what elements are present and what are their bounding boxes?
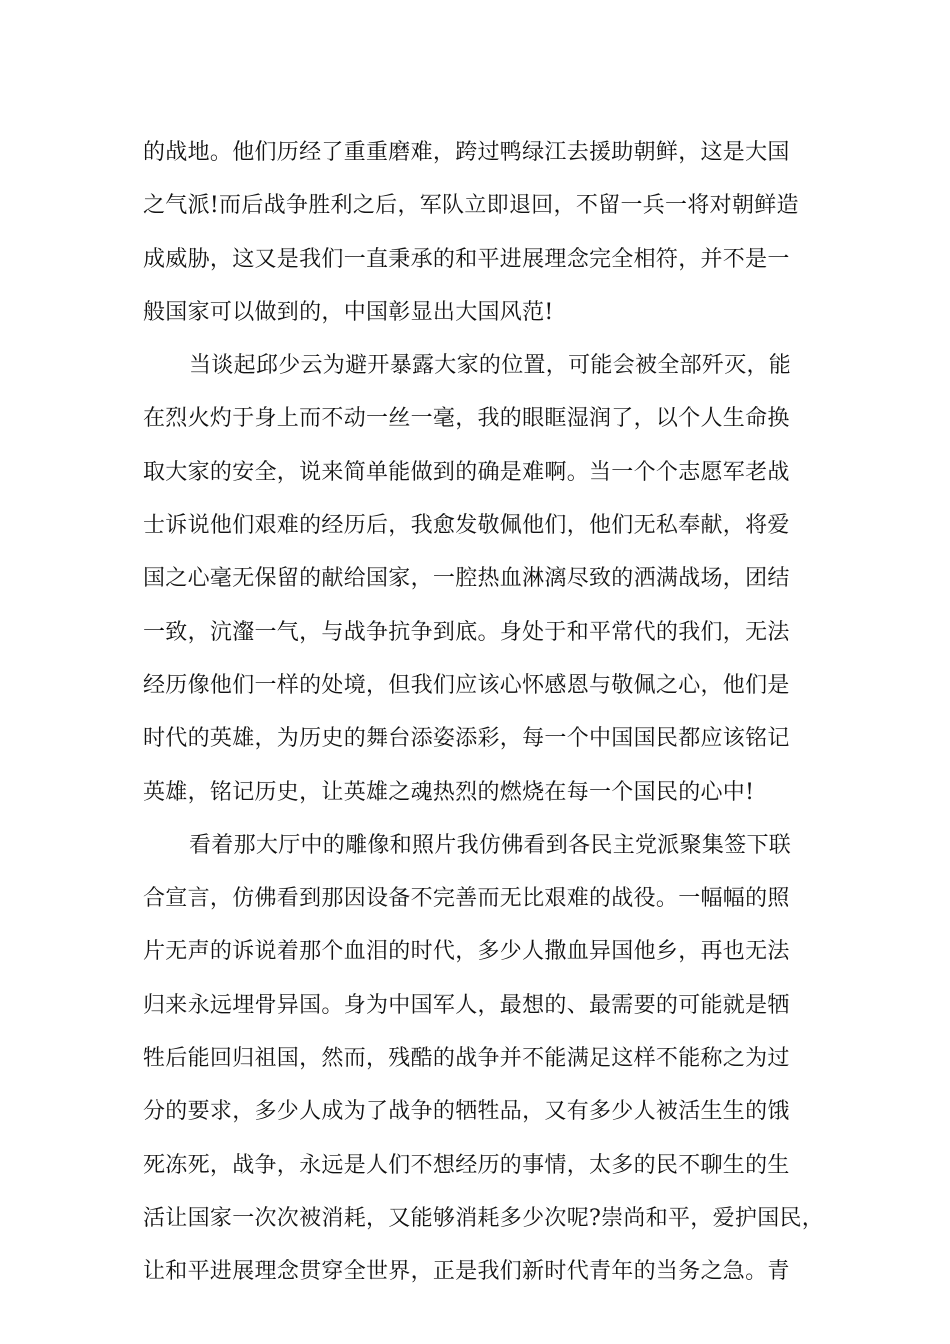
text-line: 死冻死，战争，永远是人们不想经历的事情，太多的民不聊生的生 xyxy=(143,1152,790,1178)
text-line: 成威胁，这又是我们一直秉承的和平进展理念完全相符，并不是一 xyxy=(143,246,790,272)
text-line: 片无声的诉说着那个血泪的时代，多少人撒血异国他乡，再也无法 xyxy=(143,939,790,965)
text-line: 般国家可以做到的，中国彰显出大国风范! xyxy=(143,299,554,325)
text-line: 一致，沆瀣一气，与战争抗争到底。身处于和平常代的我们，无法 xyxy=(143,619,790,645)
text-line: 国之心毫无保留的献给国家，一腔热血淋漓尽致的洒满战场，团结 xyxy=(143,566,790,592)
text-line: 之气派!而后战争胜利之后，军队立即退回，不留一兵一将对朝鲜造 xyxy=(143,193,799,219)
text-line: 归来永远埋骨异国。身为中国军人，最想的、最需要的可能就是牺 xyxy=(143,992,790,1018)
text-line: 士诉说他们艰难的经历后，我愈发敬佩他们，他们无私奉献，将爱 xyxy=(143,513,790,539)
text-line: 在烈火灼于身上而不动一丝一毫，我的眼眶湿润了，以个人生命换 xyxy=(143,406,790,432)
paragraph-start-line: 当谈起邱少云为避开暴露大家的位置，可能会被全部歼灭，能 xyxy=(189,353,792,379)
text-line: 活让国家一次次被消耗，又能够消耗多少次呢?崇尚和平，爱护国民， xyxy=(143,1205,825,1231)
text-line: 分的要求，多少人成为了战争的牺牲品，又有多少人被活生生的饿 xyxy=(143,1099,790,1125)
text-line: 取大家的安全，说来简单能做到的确是难啊。当一个个志愿军老战 xyxy=(143,459,790,485)
text-line: 英雄，铭记历史，让英雄之魂热烈的燃烧在每一个国民的心中! xyxy=(143,779,755,805)
text-line: 时代的英雄，为历史的舞台添姿添彩，每一个中国国民都应该铭记 xyxy=(143,726,790,752)
paragraph-start-line: 看着那大厅中的雕像和照片我仿佛看到各民主党派聚集签下联 xyxy=(189,832,792,858)
body-text xyxy=(143,126,828,1299)
text-line: 牲后能回归祖国，然而，残酷的战争并不能满足这样不能称之为过 xyxy=(143,1046,790,1072)
text-line: 经历像他们一样的处境，但我们应该心怀感恩与敬佩之心，他们是 xyxy=(143,672,790,698)
text-line: 合宣言，仿佛看到那因设备不完善而无比艰难的战役。一幅幅的照 xyxy=(143,886,790,912)
text-line: 的战地。他们历经了重重磨难，跨过鸭绿江去援助朝鲜，这是大国 xyxy=(143,140,790,165)
text-line: 让和平进展理念贯穿全世界，正是我们新时代青年的当务之急。青 xyxy=(143,1259,790,1285)
